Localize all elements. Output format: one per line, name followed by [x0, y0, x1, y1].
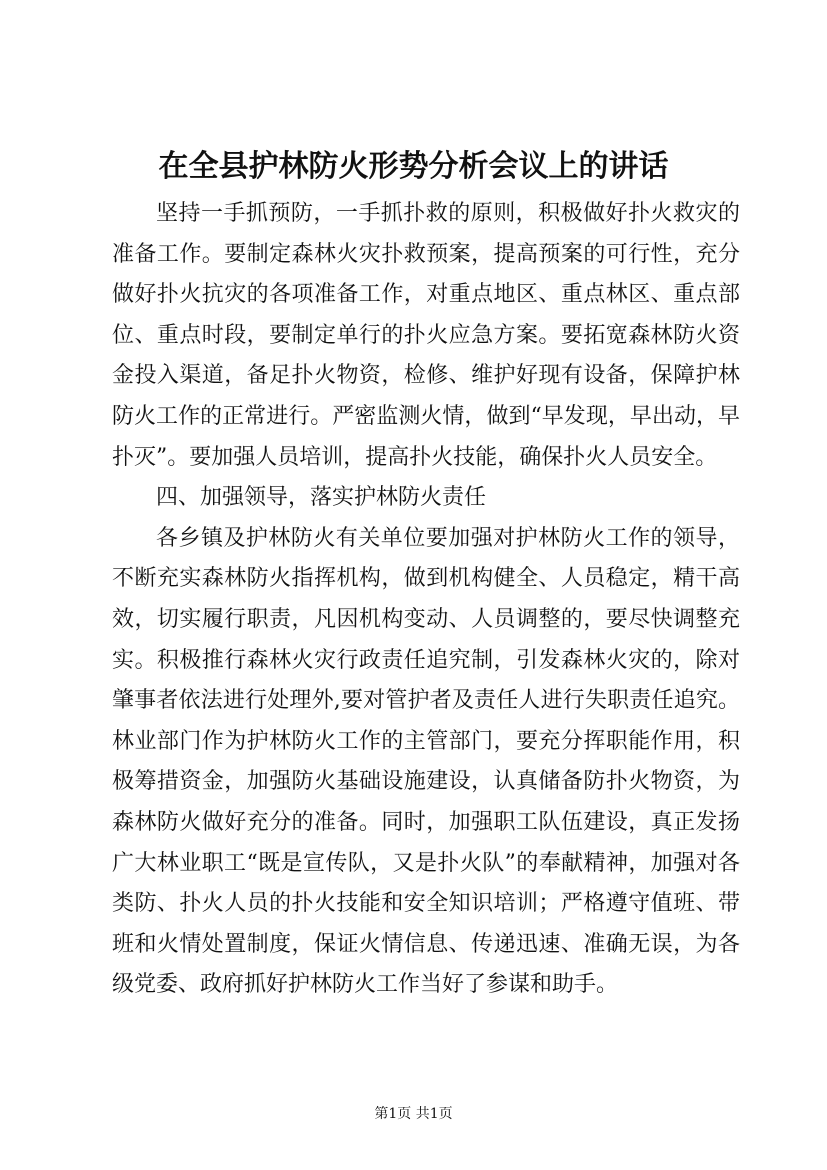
document-body: [112, 194, 740, 1006]
paragraph-leadership: 各乡镇及护林防火有关单位要加强对护林防火工作的领导，不断充实森林防火指挥机构，做到机构健全、人员稳定，精干高效，切实履行职责，凡因机构变动、人员调整的，要尽快调整充实。积极推行森林火灾行政责任追究制，引发森林火灾的，除对肇事者依法进行处理外,要对管护者及责任人进行失职责任追究。林业部门作为护林防火工作的主管部门，要充分挥职能作用，积极筹措资金，加强防火基础设施建设，认真储备防扑火物资，为森林防火做好充分的准备。同时，加强职工队伍建设，真正发扬广大林业职工“既是宣传队，又是扑火队”的奉献精神，加强对各类防、扑火人员的扑火技能和安全知识培训；严格遵守值班、带班和火情处置制度，保证火情信息、传递迅速、准确无误，为各级党委、政府抓好护林防火工作当好了参谋和助手。: [112, 525, 740, 998]
paragraph-preparation: 坚持一手抓预防，一手抓扑救的原则，积极做好扑火救灾的准备工作。要制定森林火灾扑救预案，提高预案的可行性，充分做好扑火抗灾的各项准备工作，对重点地区、重点林区、重点部位、重点时段，要制定单行的扑火应急方案。要拓宽森林防火资金投入渠道，备足扑火物资，检修、维护好现有设备，保障护林防火工作的正常进行。严密监测火情，做到“早发现，早出动，早扑灭”。要加强人员培训，提高扑火技能，确保扑火人员安全。: [112, 201, 740, 470]
section-heading-four: 四、加强领导，落实护林防火责任: [156, 485, 487, 511]
page-footer: 第1页 共1页: [374, 1106, 453, 1122]
document-title: 在全县护林防火形势分析会议上的讲话: [158, 149, 669, 184]
